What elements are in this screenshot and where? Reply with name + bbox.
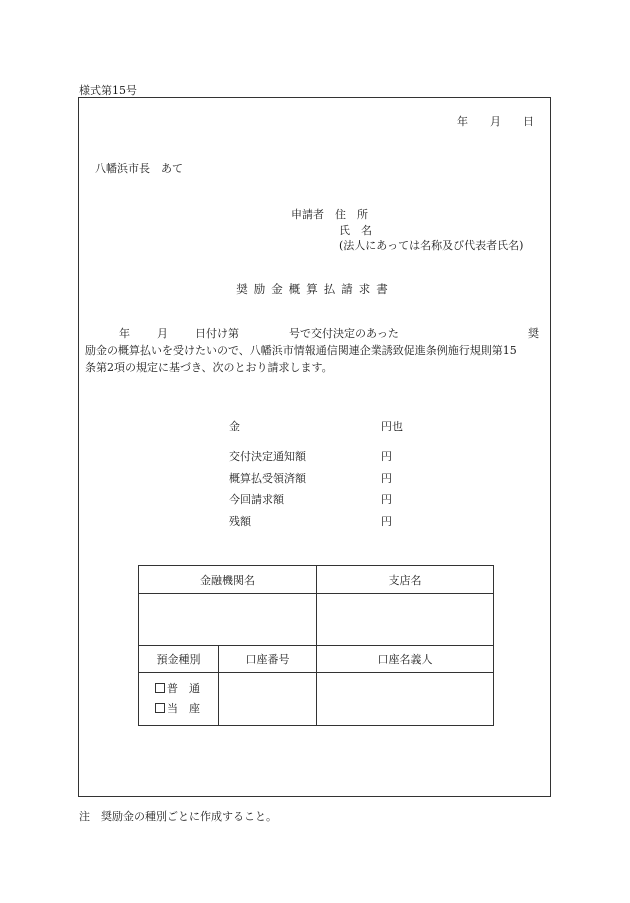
body-month: 月 bbox=[157, 327, 168, 340]
body-line-3: 条第2項の規定に基づき、次のとおり請求します。 bbox=[85, 361, 333, 374]
date-year: 年 bbox=[457, 115, 468, 128]
deposit-type-label: 普 通 bbox=[167, 682, 200, 695]
document-title: 奨励金概算払請求書 bbox=[236, 282, 394, 296]
deposit-type-ordinary[interactable] bbox=[155, 679, 218, 699]
applicant-name-label: 氏 名 bbox=[339, 223, 372, 237]
applicant-label: 申請者 bbox=[291, 208, 324, 221]
deposit-type-cell bbox=[139, 673, 219, 726]
date-line bbox=[435, 113, 534, 129]
bank-name-header: 金融機関名 bbox=[139, 566, 317, 594]
amount-total-label: 金 bbox=[229, 420, 240, 433]
body-year: 年 bbox=[119, 327, 130, 340]
amount-row-unit: 円 bbox=[381, 493, 392, 506]
footnote: 注 奨励金の種別ごとに作成すること。 bbox=[79, 810, 277, 823]
addressee: 八幡浜市長 あて bbox=[95, 162, 183, 175]
account-holder-cell[interactable] bbox=[317, 673, 494, 726]
branch-name-header: 支店名 bbox=[317, 566, 494, 594]
amount-total-unit: 円也 bbox=[381, 420, 403, 433]
applicant-address-label: 住 所 bbox=[335, 208, 368, 221]
body-day: 日付け第 bbox=[195, 327, 239, 340]
account-number-cell[interactable] bbox=[219, 673, 317, 726]
amount-row-label: 残額 bbox=[229, 515, 251, 528]
deposit-type-label: 当 座 bbox=[167, 702, 200, 715]
body-tail: 奨 bbox=[528, 327, 539, 340]
amount-row-label: 交付決定通知額 bbox=[229, 450, 306, 463]
deposit-type-header: 預金種別 bbox=[139, 646, 219, 673]
amount-row-label: 概算払受領済額 bbox=[229, 472, 306, 485]
amount-row-label: 今回請求額 bbox=[229, 493, 284, 506]
amount-row-unit: 円 bbox=[381, 515, 392, 528]
body-line-1 bbox=[97, 325, 547, 341]
body-line-2: 励金の概算払いを受けたいので、八幡浜市情報通信関連企業誘致促進条例施行規則第15 bbox=[85, 344, 517, 357]
branch-name-cell[interactable] bbox=[317, 594, 494, 646]
applicant-name-note: (法人にあっては名称及び代表者氏名) bbox=[339, 239, 524, 252]
account-holder-header: 口座名義人 bbox=[317, 646, 494, 673]
date-month: 月 bbox=[490, 115, 501, 128]
amount-row-unit: 円 bbox=[381, 450, 392, 463]
checkbox-icon[interactable] bbox=[155, 703, 165, 713]
body-number: 号で交付決定のあった bbox=[289, 327, 399, 340]
account-number-header: 口座番号 bbox=[219, 646, 317, 673]
deposit-type-current[interactable] bbox=[155, 699, 218, 719]
date-day: 日 bbox=[523, 115, 534, 128]
checkbox-icon[interactable] bbox=[155, 683, 165, 693]
applicant-block bbox=[291, 207, 523, 254]
form-number: 様式第15号 bbox=[79, 84, 137, 97]
amount-row-unit: 円 bbox=[381, 472, 392, 485]
bank-name-cell[interactable] bbox=[139, 594, 317, 646]
bank-account-table bbox=[138, 565, 494, 726]
